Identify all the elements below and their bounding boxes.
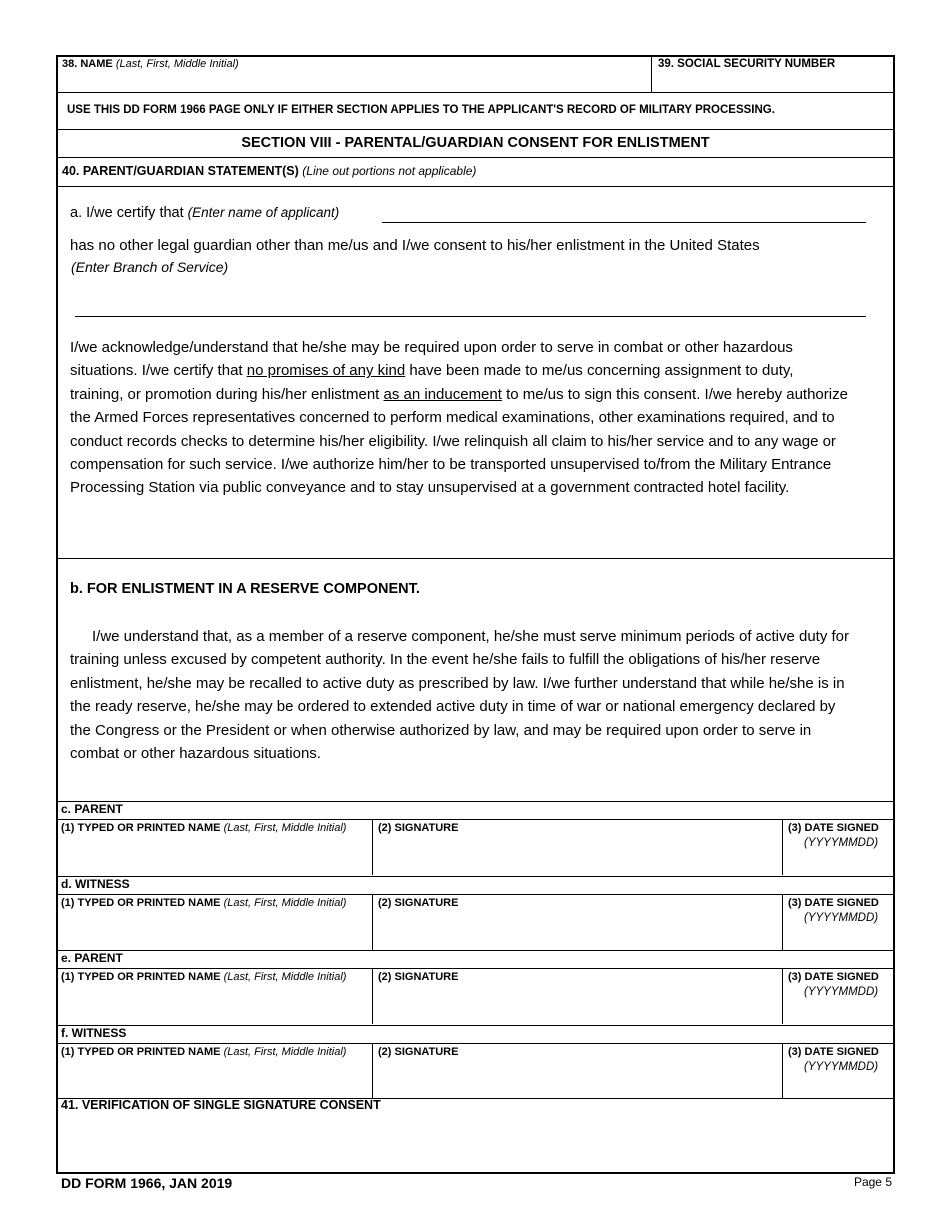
- ack-3a: training, or promotion during his/her enlistment: [70, 385, 384, 403]
- block-title: f. WITNESS: [61, 1026, 127, 1040]
- reserve-line-3: enlistment, he/she may be recalled to active duty as prescribed by law. I/we further understand that while he/she is in: [70, 674, 845, 692]
- signature-label: (2) SIGNATURE: [378, 822, 459, 834]
- rule-block-d: [56, 876, 895, 877]
- printed-name-field[interactable]: [59, 1060, 369, 1097]
- name-field[interactable]: [60, 72, 648, 91]
- ack-line-7: Processing Station via public conveyance and to stay unsupervised at a government contracted hotel facility.: [70, 479, 790, 497]
- printed-name-label: [61, 971, 346, 983]
- ack-line-2: [70, 359, 900, 382]
- form-id: DD FORM 1966, JAN 2019: [61, 1175, 233, 1191]
- item41-label: 41. VERIFICATION OF SINGLE SIGNATURE CONSENT: [61, 1098, 381, 1112]
- block-title: c. PARENT: [61, 802, 123, 816]
- ack-2b: have been made to me/us concerning assignment to duty,: [405, 362, 794, 380]
- printed-name-hint: (Last, First, Middle Initial): [223, 897, 347, 909]
- reserve-title: b. FOR ENLISTMENT IN A RESERVE COMPONENT.: [70, 581, 420, 597]
- header-divider: [651, 55, 652, 93]
- branch-field[interactable]: [75, 296, 866, 317]
- printed-name-label: [61, 897, 346, 909]
- block-title: d. WITNESS: [61, 877, 130, 891]
- ssn-label: 39. SOCIAL SECURITY NUMBER: [658, 58, 836, 70]
- divider-name-signature: [372, 968, 373, 1024]
- printed-name-label: [61, 822, 346, 834]
- applicant-name-field[interactable]: [382, 204, 866, 223]
- certify-text: a. I/we certify that: [70, 205, 184, 221]
- reserve-line-1: I/we understand that, as a member of a reserve component, he/she must serve minimum periods of active duty for: [92, 628, 850, 645]
- rule-notice: [56, 129, 895, 130]
- ack-line-1: I/we acknowledge/understand that he/she may be required upon order to serve in combat or other hazardous: [70, 339, 793, 356]
- reserve-line-2: training unless excused by competent authority. In the event he/she fails to fulfill the obligations of his/her reserve: [70, 651, 821, 669]
- ack-2-underlined: no promises of any kind: [246, 362, 406, 380]
- divider-signature-date: [782, 1043, 783, 1099]
- divider-signature-date: [782, 819, 783, 875]
- ack-line-3: [70, 383, 900, 406]
- rule-block-e: [56, 950, 895, 951]
- signature-field[interactable]: [375, 836, 779, 873]
- item41-field[interactable]: [60, 1116, 892, 1170]
- name-label-hint: (Last, First, Middle Initial): [115, 58, 239, 70]
- rule-item40: [56, 186, 895, 187]
- printed-name-label: [61, 1046, 346, 1058]
- guardian-text: has no other legal guardian other than me/us and I/we consent to his/her enlistment in the United States: [70, 237, 760, 254]
- ack-2a: situations. I/we certify that: [70, 362, 247, 380]
- ssn-field[interactable]: [655, 72, 891, 91]
- item40-label: [62, 164, 476, 178]
- rule-block-c: [56, 801, 895, 802]
- date-signed-label: (3) DATE SIGNED: [788, 971, 879, 983]
- ack-line-6: compensation for such service. I/we authorize him/her to be transported unsupervised to/from the Military Entrance: [70, 456, 832, 474]
- ack-3-underlined: as an inducement: [383, 385, 502, 403]
- printed-name-field[interactable]: [59, 836, 369, 873]
- certify-line: [70, 205, 339, 221]
- date-format-hint: (YYYYMMDD): [804, 1061, 879, 1073]
- printed-name-hint: (Last, First, Middle Initial): [223, 822, 347, 834]
- divider-name-signature: [372, 894, 373, 950]
- rule-part-a: [56, 558, 895, 559]
- divider-signature-date: [782, 894, 783, 950]
- divider-name-signature: [372, 1043, 373, 1099]
- signature-label: (2) SIGNATURE: [378, 897, 459, 909]
- rule-block-sub: [56, 968, 895, 969]
- ack-line-5: conduct records checks to determine his/her eligibility. I/we relinquish all claim to his/her service and to any wage or: [70, 432, 836, 450]
- rule-block-sub: [56, 894, 895, 895]
- name-label: [62, 58, 239, 70]
- block-title: e. PARENT: [61, 951, 123, 965]
- rule-block-sub: [56, 819, 895, 820]
- printed-name-label-text: (1) TYPED OR PRINTED NAME: [61, 822, 221, 834]
- rule-section: [56, 157, 895, 158]
- printed-name-hint: (Last, First, Middle Initial): [223, 1046, 347, 1058]
- branch-hint: (Enter Branch of Service): [71, 259, 229, 275]
- date-format-hint: (YYYYMMDD): [804, 837, 879, 849]
- date-signed-label: (3) DATE SIGNED: [788, 1046, 879, 1058]
- printed-name-hint: (Last, First, Middle Initial): [223, 971, 347, 983]
- printed-name-field[interactable]: [59, 911, 369, 948]
- usage-notice: USE THIS DD FORM 1966 PAGE ONLY IF EITHER SECTION APPLIES TO THE APPLICANT'S RECORD OF MILITARY PROCESSING.: [67, 104, 775, 116]
- date-signed-label: (3) DATE SIGNED: [788, 822, 879, 834]
- acknowledgement-paragraph: [70, 336, 900, 500]
- reserve-line-4: the ready reserve, he/she may be ordered to extended active duty in time of war or national emergency declared by: [70, 698, 836, 716]
- rule-block-sub: [56, 1043, 895, 1044]
- section-title: SECTION VIII - PARENTAL/GUARDIAN CONSENT FOR ENLISTMENT: [241, 135, 710, 151]
- divider-signature-date: [782, 968, 783, 1024]
- name-label-text: 38. NAME: [62, 58, 113, 70]
- printed-name-label-text: (1) TYPED OR PRINTED NAME: [61, 1046, 221, 1058]
- certify-hint: (Enter name of applicant): [187, 205, 340, 220]
- date-signed-field[interactable]: [785, 851, 891, 873]
- signature-field[interactable]: [375, 985, 779, 1022]
- printed-name-label-text: (1) TYPED OR PRINTED NAME: [61, 897, 221, 909]
- date-format-hint: (YYYYMMDD): [804, 912, 879, 924]
- printed-name-label-text: (1) TYPED OR PRINTED NAME: [61, 971, 221, 983]
- reserve-paragraph: [70, 625, 900, 765]
- date-format-hint: (YYYYMMDD): [804, 986, 879, 998]
- signature-label: (2) SIGNATURE: [378, 971, 459, 983]
- signature-field[interactable]: [375, 911, 779, 948]
- item40-label-text: 40. PARENT/GUARDIAN STATEMENT(S): [62, 164, 299, 178]
- page-number: Page 5: [853, 1175, 892, 1189]
- item40-hint: (Line out portions not applicable): [302, 164, 477, 178]
- reserve-line-5: the Congress or the President or when otherwise authorized by law, and may be required upon order to serve in: [70, 721, 812, 739]
- divider-name-signature: [372, 819, 373, 875]
- signature-label: (2) SIGNATURE: [378, 1046, 459, 1058]
- date-signed-field[interactable]: [785, 1000, 891, 1022]
- date-signed-field[interactable]: [785, 926, 891, 948]
- date-signed-field[interactable]: [785, 1075, 891, 1097]
- signature-field[interactable]: [375, 1060, 779, 1097]
- printed-name-field[interactable]: [59, 985, 369, 1022]
- ack-line-4: the Armed Forces representatives concerned to perform medical examinations, other examinations required, and to: [70, 409, 835, 427]
- date-signed-label: (3) DATE SIGNED: [788, 897, 879, 909]
- rule-block-f: [56, 1025, 895, 1026]
- rule-header: [56, 92, 895, 93]
- reserve-line-6: combat or other hazardous situations.: [70, 745, 321, 763]
- ack-3b: to me/us to sign this consent. I/we hereby authorize: [501, 385, 848, 403]
